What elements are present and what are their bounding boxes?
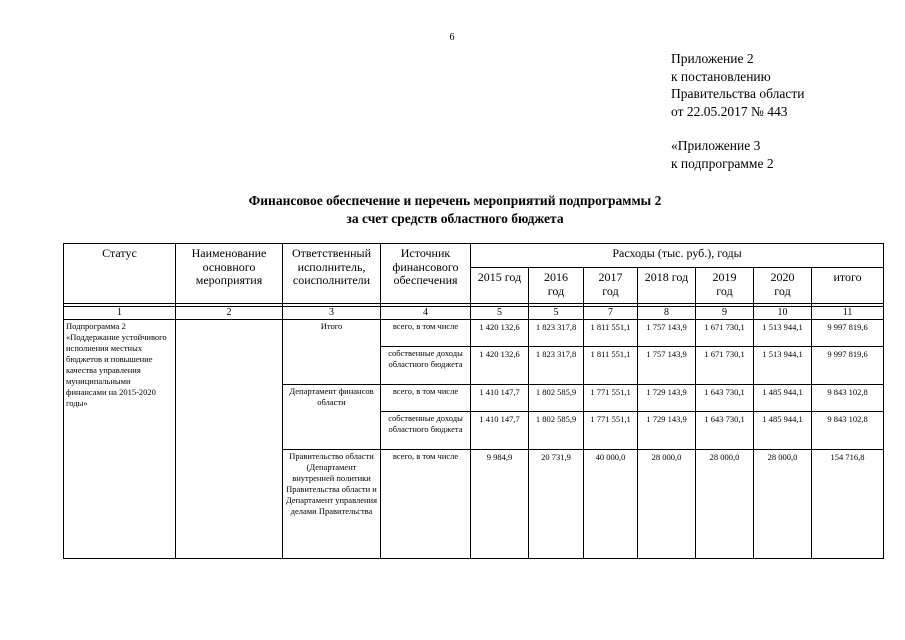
executor-cell: Правительство области (Департамент внутренней политики Правительства области и Департамент управления делами Правительства [283, 450, 381, 559]
header-expenses: Расходы (тыс. руб.), годы [471, 244, 884, 268]
appendix-line: Приложение 2 [671, 51, 754, 66]
event-cell [176, 320, 283, 559]
executor-cell: Итого [283, 320, 381, 347]
value-cell: 1 420 132,6 [471, 320, 529, 347]
header-status: Статус [64, 244, 176, 304]
value-cell: 28 000,0 [754, 450, 812, 559]
value-cell: 1 513 944,1 [754, 320, 812, 347]
value-cell: 1 643 730,1 [696, 411, 754, 450]
value-cell: 1 757 143,9 [638, 320, 696, 347]
value-cell: 9 843 102,8 [812, 385, 884, 412]
appendix-line: «Приложение 3 [671, 138, 761, 154]
value-cell: 1 485 944,1 [754, 411, 812, 450]
value-cell: 1 410 147,7 [471, 411, 529, 450]
header-year: 2018 год [638, 268, 696, 304]
column-number: 10 [754, 307, 812, 320]
value-cell: 154 716,8 [812, 450, 884, 559]
source-cell: собственные доходы областного бюджета [381, 411, 471, 450]
value-cell: 9 843 102,8 [812, 411, 884, 450]
header-year: 2020 год [754, 268, 812, 304]
header-executor: Ответственный исполнитель, соисполнители [283, 244, 381, 304]
value-cell: 9 984,9 [471, 450, 529, 559]
appendix-line: к подпрограмме 2 [671, 155, 774, 171]
page-number: 6 [449, 32, 455, 43]
header-year: итого [812, 268, 884, 304]
header-source: Источник финансового обеспечения [381, 244, 471, 304]
source-cell: всего, в том числе [381, 385, 471, 412]
value-cell: 1 513 944,1 [754, 346, 812, 385]
value-cell: 1 485 944,1 [754, 385, 812, 412]
value-cell: 1 771 551,1 [584, 411, 638, 450]
value-cell: 1 410 147,7 [471, 385, 529, 412]
value-cell: 9 997 819,6 [812, 346, 884, 385]
document-title [200, 192, 710, 227]
header-year: 2017 год [584, 268, 638, 304]
column-number: 11 [812, 307, 884, 320]
value-cell: 1 643 730,1 [696, 385, 754, 412]
header-year: 2019 год [696, 268, 754, 304]
appendix-block [671, 50, 804, 173]
value-cell: 1 811 551,1 [584, 320, 638, 347]
executor-cell [283, 411, 381, 450]
executor-cell [283, 346, 381, 385]
column-number: 2 [176, 307, 283, 320]
appendix-line: от 22.05.2017 № 443 [671, 103, 788, 119]
value-cell: 1 757 143,9 [638, 346, 696, 385]
source-cell: всего, в том числе [381, 320, 471, 347]
value-cell: 1 729 143,9 [638, 385, 696, 412]
column-number: 4 [381, 307, 471, 320]
value-cell: 20 731,9 [529, 450, 584, 559]
executor-cell: Департамент финансов области [283, 385, 381, 412]
value-cell: 1 671 730,1 [696, 320, 754, 347]
column-number: 5 [529, 307, 584, 320]
appendix-line: Правительства области [671, 86, 805, 102]
value-cell: 9 997 819,6 [812, 320, 884, 347]
appendix-line: к постановлению [671, 68, 771, 84]
value-cell: 1 823 317,8 [529, 320, 584, 347]
value-cell: 1 420 132,6 [471, 346, 529, 385]
column-number: 5 [471, 307, 529, 320]
value-cell: 1 802 585,9 [529, 411, 584, 450]
value-cell: 1 802 585,9 [529, 385, 584, 412]
column-number: 7 [584, 307, 638, 320]
value-cell: 40 000,0 [584, 450, 638, 559]
source-cell: всего, в том числе [381, 450, 471, 559]
header-event: Наименование основного мероприятия [176, 244, 283, 304]
finance-table [63, 243, 884, 559]
source-cell: собственные доходы областного бюджета [381, 346, 471, 385]
title-line: за счет средств областного бюджета [346, 210, 564, 226]
value-cell: 1 811 551,1 [584, 346, 638, 385]
value-cell: 1 729 143,9 [638, 411, 696, 450]
title-line: Финансовое обеспечение и перечень мероприятий подпрограммы 2 [248, 193, 662, 208]
column-number: 8 [638, 307, 696, 320]
header-year: 2015 год [471, 268, 529, 304]
column-number: 1 [64, 307, 176, 320]
value-cell: 1 771 551,1 [584, 385, 638, 412]
status-cell: Подпрограмма 2 «Поддержание устойчивого исполнения местных бюджетов и повышение качества управления муниципальными финансами на 2015-2020 годы» [64, 320, 176, 559]
column-number: 3 [283, 307, 381, 320]
column-number: 9 [696, 307, 754, 320]
value-cell: 28 000,0 [696, 450, 754, 559]
value-cell: 1 671 730,1 [696, 346, 754, 385]
value-cell: 1 823 317,8 [529, 346, 584, 385]
header-year: 2016 год [529, 268, 584, 304]
value-cell: 28 000,0 [638, 450, 696, 559]
